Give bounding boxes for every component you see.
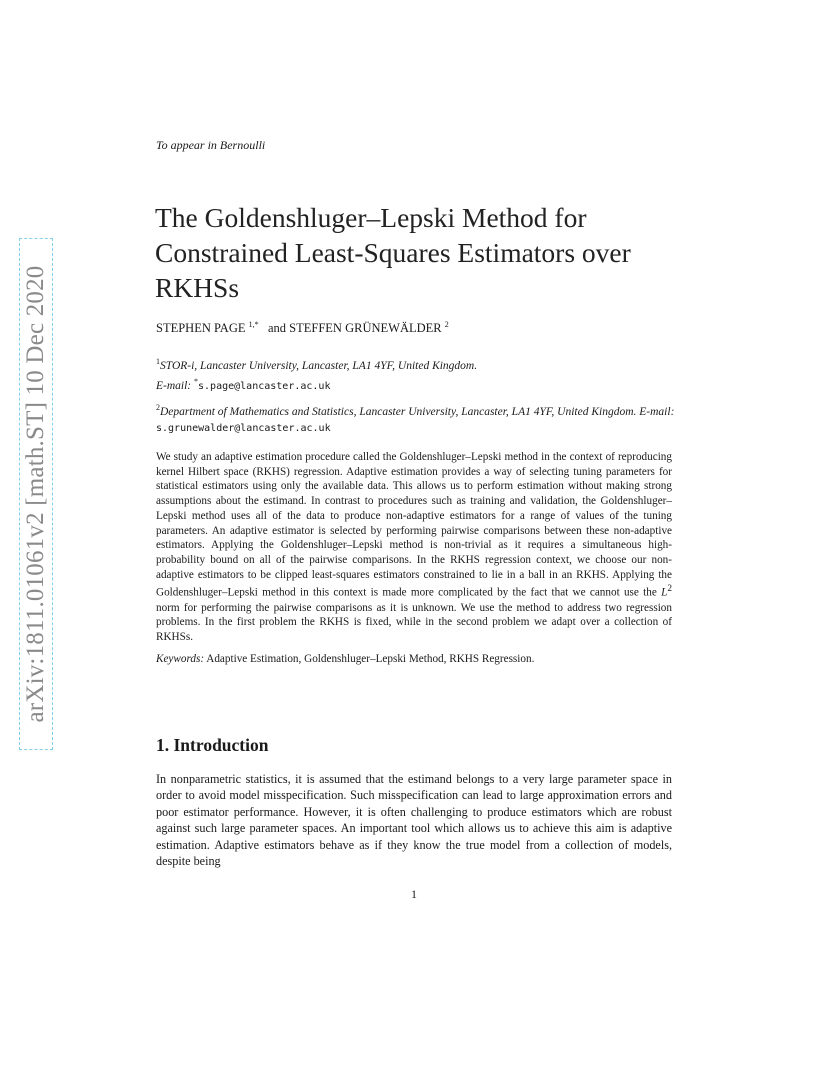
- abstract: [156, 450, 672, 645]
- affiliation-text: Department of Mathematics and Statistics, Lancaster University, Lancaster, LA1 4YF, United Kingdom.: [160, 405, 637, 418]
- email-label: E-mail:: [639, 405, 675, 418]
- page-number: 1: [411, 887, 417, 901]
- abstract-text-2: norm for performing the pairwise comparisons as it is unknown. We use the method to address two regression problems. In the first problem the RKHS is fixed, while in the second problem we adapt over a collection of RKHSs.: [156, 601, 672, 644]
- keywords: [156, 653, 672, 665]
- keywords-text: Adaptive Estimation, Goldenshluger–Lepski Method, RKHS Regression.: [206, 653, 535, 665]
- arxiv-stamp[interactable]: [19, 238, 53, 750]
- email-label: E-mail:: [156, 379, 192, 392]
- author-1-marker: 1,*: [248, 320, 259, 329]
- journal-line: To appear in Bernoulli: [156, 138, 266, 152]
- keywords-label: Keywords:: [156, 653, 205, 665]
- affiliation-marker: 2: [156, 403, 160, 412]
- email-marker: *: [194, 376, 199, 386]
- affiliation-marker: 1: [156, 357, 160, 366]
- section-heading: 1. Introduction: [156, 735, 269, 755]
- paper-title: The Goldenshluger–Lepski Method for Constrained Least-Squares Estimators over RKHSs: [155, 202, 631, 303]
- abstract-text-1: We study an adaptive estimation procedure called the Goldenshluger–Lepski method in the context of reproducing kernel Hilbert space (RKHS) regression. Adaptive estimation provides a way of selecting tuning parameters for statistical estimators using only the available data. This allows us to perform estimation without making strong assumptions about the estimand. In contrast to procedures such as training and validation, the Goldenshluger–Lepski method uses all of the data to produce non-adaptive estimators for a range of values of the tuning parameters. An adaptive estimator is selected by performing pairwise comparisons between these non-adaptive estimators. Applying the Goldenshluger–Lepski method is non-trivial as it requires a simultaneous high-probability bound on all of the pairwise comparisons. In the RKHS regression context, we choose our non-adaptive estimators to be clipped least-squares estimators constrained to lie in a ball in an RKHS. Applying the Goldenshluger–Lepski method in this context is made more complicated by the fact that we cannot use the: [156, 451, 672, 600]
- email-link[interactable]: s.page@lancaster.ac.uk: [198, 380, 331, 392]
- author-connector: and: [267, 321, 287, 336]
- intro-paragraph: In nonparametric statistics, it is assumed that the estimand belongs to a very large parameter space in order to avoid model misspecification. Such misspecification can lead to large approximation errors and poor estimator performance. However, it is often challenging to produce estimators which are robust against such large parameter spaces. An important tool which allows us to achieve this aim is adaptive estimation. Adaptive estimators behave as if they know the true model from a collection of models, despite being: [156, 772, 672, 869]
- affiliation-1: [156, 354, 676, 395]
- affiliation-text: STOR-i, Lancaster University, Lancaster, LA1 4YF, United Kingdom.: [160, 359, 478, 372]
- affiliation-2: [156, 400, 676, 437]
- norm-symbol: L: [661, 587, 668, 600]
- email-link[interactable]: s.grunewalder@lancaster.ac.uk: [156, 422, 331, 434]
- norm-exponent: 2: [667, 584, 672, 595]
- arxiv-id: arXiv:1811.01061v2 [math.ST] 10 Dec 2020: [22, 265, 49, 723]
- author-2-marker: 2: [444, 320, 449, 329]
- author-line: [156, 320, 449, 336]
- author-1: STEPHEN PAGE: [156, 321, 246, 336]
- author-2: STEFFEN GRÜNEWÄLDER: [289, 321, 442, 336]
